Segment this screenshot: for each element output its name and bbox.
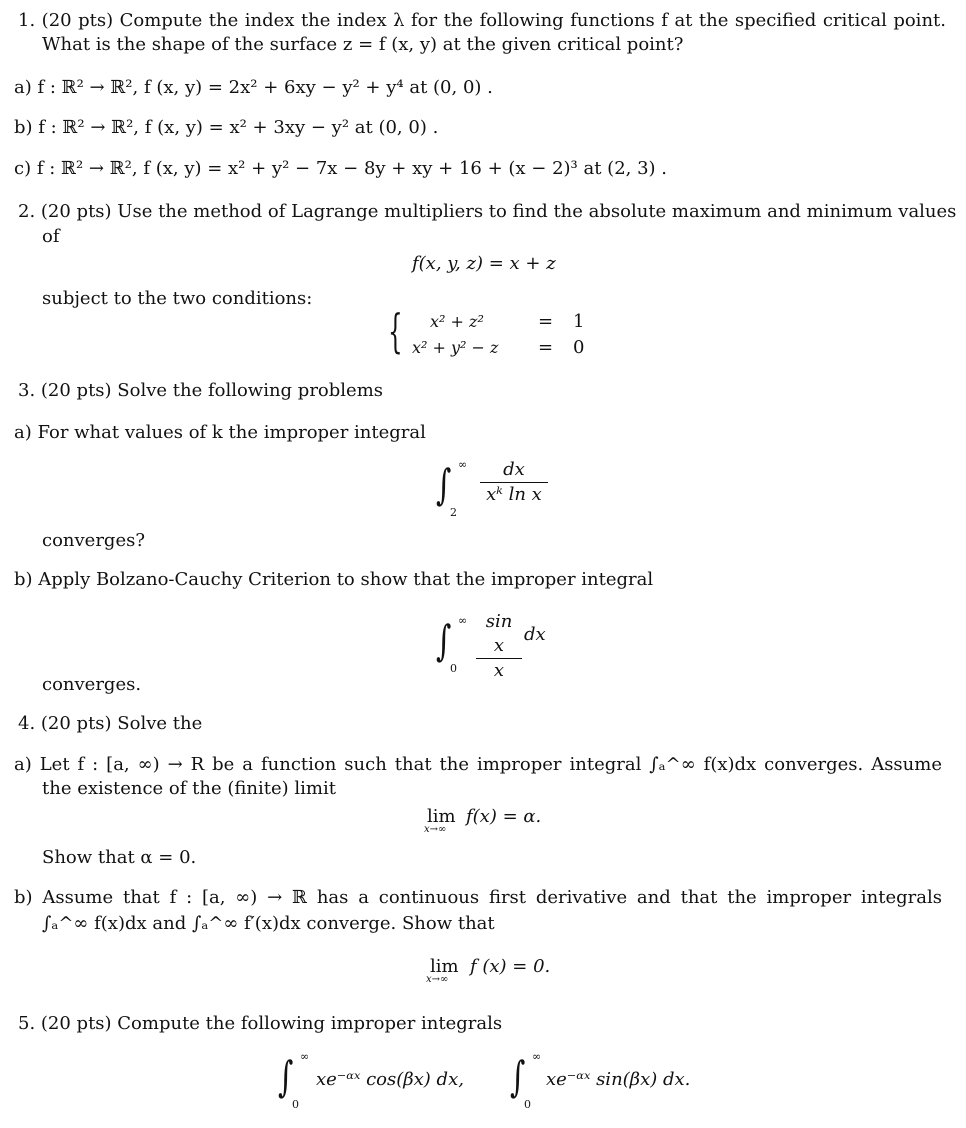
integral-2-expression: xe⁻ᵅˣ sin(βx) dx. [546, 1069, 691, 1090]
integrand-denominator: xᵏ ln x [486, 484, 542, 505]
problem-3b: b) Apply Bolzano-Cauchy Criterion to show that the improper integral [14, 569, 654, 590]
problem-3a: a) For what values of k the improper integral [14, 422, 426, 443]
limit-label: lim [427, 806, 456, 827]
problem-3-statement: 3. (20 pts) Solve the following problems [18, 380, 384, 401]
limit-expression: f (x) = 0. [470, 956, 551, 977]
integral-lower-limit: 0 [450, 662, 457, 675]
problem-3a-converges: converges? [42, 530, 145, 551]
constraint-1-lhs: x² + z² [430, 312, 484, 331]
integral-lower-limit: 2 [450, 506, 457, 519]
constraint-2-rhs: 0 [573, 337, 585, 358]
left-brace: { [388, 304, 403, 358]
integral-sign: ∫ [436, 460, 452, 509]
integral-lower-limit: 0 [524, 1098, 531, 1111]
integral-upper-limit: ∞ [532, 1050, 542, 1063]
limit-subscript: x→∞ [424, 824, 447, 835]
problem-1-statement: 1. (20 pts) Compute the index the index λ for the following functions f at the specified critical point. [18, 10, 946, 31]
integrand-numerator: dx [503, 459, 525, 480]
constraint-2-lhs: x² + y² − z [412, 338, 499, 357]
integral-upper-limit: ∞ [458, 614, 468, 627]
problem-2-subject: subject to the two conditions: [42, 288, 313, 309]
constraint-2-eq: = [538, 337, 554, 358]
limit-subscript: x→∞ [426, 974, 449, 985]
problem-1-question: What is the shape of the surface z = f (x, y) at the given critical point? [42, 34, 684, 55]
problem-4-statement: 4. (20 pts) Solve the [18, 713, 203, 734]
integral-sign: ∫ [436, 616, 452, 665]
integrand-fraction [476, 610, 522, 683]
integral-upper-limit: ∞ [458, 458, 468, 471]
problem-2-of: of [42, 226, 60, 247]
integral-sign: ∫ [510, 1052, 526, 1101]
integrand-denominator: x [493, 660, 505, 681]
constraint-1-eq: = [538, 311, 554, 332]
problem-4a-cont: the existence of the (finite) limit [42, 778, 336, 799]
problem-1a: a) f : ℝ² → ℝ², f (x, y) = 2x² + 6xy − y² + y⁴ at (0, 0) . [14, 77, 493, 98]
problem-2-statement: 2. (20 pts) Use the method of Lagrange multipliers to find the absolute maximum and minimum values [18, 201, 957, 222]
integral-lower-limit: 0 [292, 1098, 299, 1111]
problem-2-function: f(x, y, z) = x + z [412, 253, 556, 274]
problem-4b: b) Assume that f : [a, ∞) → ℝ has a continuous first derivative and that the improper integrals [14, 887, 942, 908]
integrand-differential: dx [524, 624, 546, 645]
integral-1-expression: xe⁻ᵅˣ cos(βx) dx, [316, 1069, 464, 1090]
integral-upper-limit: ∞ [300, 1050, 310, 1063]
integrand-numerator: sin x [485, 611, 513, 656]
problem-4a-show: Show that α = 0. [42, 847, 197, 868]
limit-expression: f(x) = α. [466, 806, 542, 827]
problem-1b: b) f : ℝ² → ℝ², f (x, y) = x² + 3xy − y² at (0, 0) . [14, 117, 439, 138]
problem-1c: c) f : ℝ² → ℝ², f (x, y) = x² + y² − 7x − 8y + xy + 16 + (x − 2)³ at (2, 3) . [14, 158, 668, 179]
problem-3b-converges: converges. [42, 674, 142, 695]
problem-4b-cont: ∫ₐ^∞ f(x)dx and ∫ₐ^∞ f′(x)dx converge. Show that [42, 913, 495, 934]
limit-label: lim [430, 956, 459, 977]
problem-4a: a) Let f : [a, ∞) → R be a function such that the improper integral ∫ₐ^∞ f(x)dx converges. Assume [14, 754, 942, 775]
integrand-fraction [480, 458, 548, 507]
integral-sign: ∫ [278, 1052, 294, 1101]
problem-5-statement: 5. (20 pts) Compute the following improper integrals [18, 1013, 503, 1034]
constraint-1-rhs: 1 [573, 311, 585, 332]
